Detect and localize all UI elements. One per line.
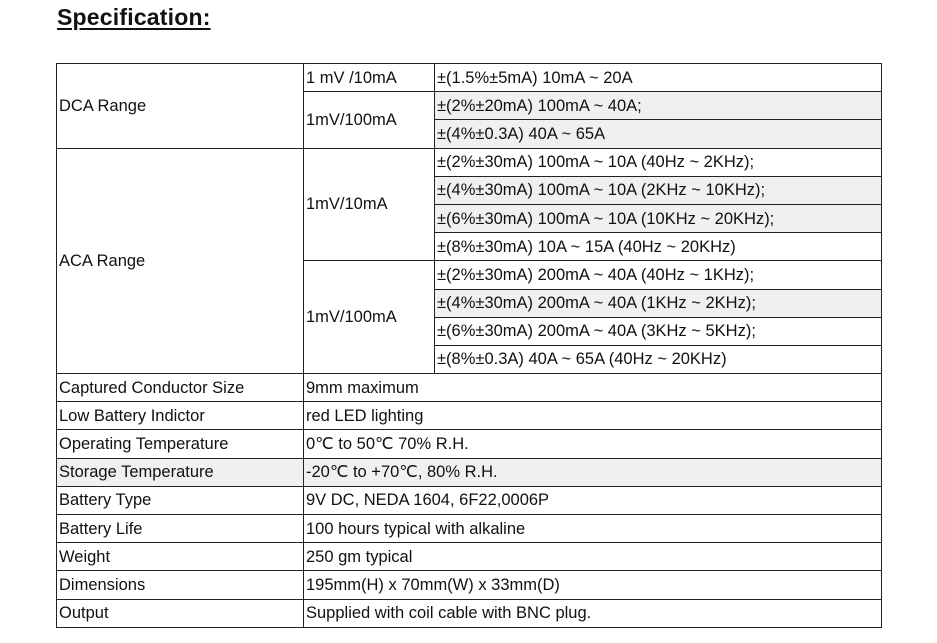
table-row xyxy=(57,543,882,571)
aca-spec: ±(8%±0.3A) 40A ~ 65A (40Hz ~ 20KHz) xyxy=(435,345,882,373)
spec-table xyxy=(56,63,882,628)
dca-range-2: 1mV/100mA xyxy=(304,92,435,148)
row-value: red LED lighting xyxy=(304,402,882,430)
dca-range-1: 1 mV /10mA xyxy=(304,64,435,92)
row-label: Storage Temperature xyxy=(57,458,304,486)
row-label: Operating Temperature xyxy=(57,430,304,458)
aca-spec: ±(6%±30mA) 100mA ~ 10A (10KHz ~ 20KHz); xyxy=(435,204,882,232)
row-value: 9V DC, NEDA 1604, 6F22,0006P xyxy=(304,486,882,514)
aca-spec: ±(2%±30mA) 100mA ~ 10A (40Hz ~ 2KHz); xyxy=(435,148,882,176)
table-row xyxy=(57,458,882,486)
row-label: Dimensions xyxy=(57,571,304,599)
row-label: Low Battery Indictor xyxy=(57,402,304,430)
aca-spec: ±(4%±30mA) 200mA ~ 40A (1KHz ~ 2KHz); xyxy=(435,289,882,317)
table-row xyxy=(57,599,882,627)
row-label: Weight xyxy=(57,543,304,571)
table-row xyxy=(57,148,882,176)
aca-range-2: 1mV/100mA xyxy=(304,261,435,374)
row-value: -20℃ to +70℃, 80% R.H. xyxy=(304,458,882,486)
row-value: 250 gm typical xyxy=(304,543,882,571)
row-value: Supplied with coil cable with BNC plug. xyxy=(304,599,882,627)
row-value: 100 hours typical with alkaline xyxy=(304,515,882,543)
aca-label: ACA Range xyxy=(57,148,304,374)
dca-spec: ±(1.5%±5mA) 10mA ~ 20A xyxy=(435,64,882,92)
aca-spec: ±(8%±30mA) 10A ~ 15A (40Hz ~ 20KHz) xyxy=(435,233,882,261)
row-label: Battery Type xyxy=(57,486,304,514)
aca-spec: ±(2%±30mA) 200mA ~ 40A (40Hz ~ 1KHz); xyxy=(435,261,882,289)
dca-label: DCA Range xyxy=(57,64,304,149)
row-value: 0℃ to 50℃ 70% R.H. xyxy=(304,430,882,458)
row-label: Captured Conductor Size xyxy=(57,374,304,402)
page-title: Specification: xyxy=(57,4,211,30)
table-row xyxy=(57,402,882,430)
row-label: Battery Life xyxy=(57,515,304,543)
aca-spec: ±(4%±30mA) 100mA ~ 10A (2KHz ~ 10KHz); xyxy=(435,176,882,204)
dca-spec: ±(2%±20mA) 100mA ~ 40A; xyxy=(435,92,882,120)
table-row xyxy=(57,486,882,514)
dca-spec: ±(4%±0.3A) 40A ~ 65A xyxy=(435,120,882,148)
row-value: 9mm maximum xyxy=(304,374,882,402)
table-row xyxy=(57,374,882,402)
row-value: 195mm(H) x 70mm(W) x 33mm(D) xyxy=(304,571,882,599)
table-row xyxy=(57,430,882,458)
row-label: Output xyxy=(57,599,304,627)
aca-range-1: 1mV/10mA xyxy=(304,148,435,261)
table-row xyxy=(57,571,882,599)
table-row xyxy=(57,515,882,543)
table-row xyxy=(57,64,882,92)
aca-spec: ±(6%±30mA) 200mA ~ 40A (3KHz ~ 5KHz); xyxy=(435,317,882,345)
